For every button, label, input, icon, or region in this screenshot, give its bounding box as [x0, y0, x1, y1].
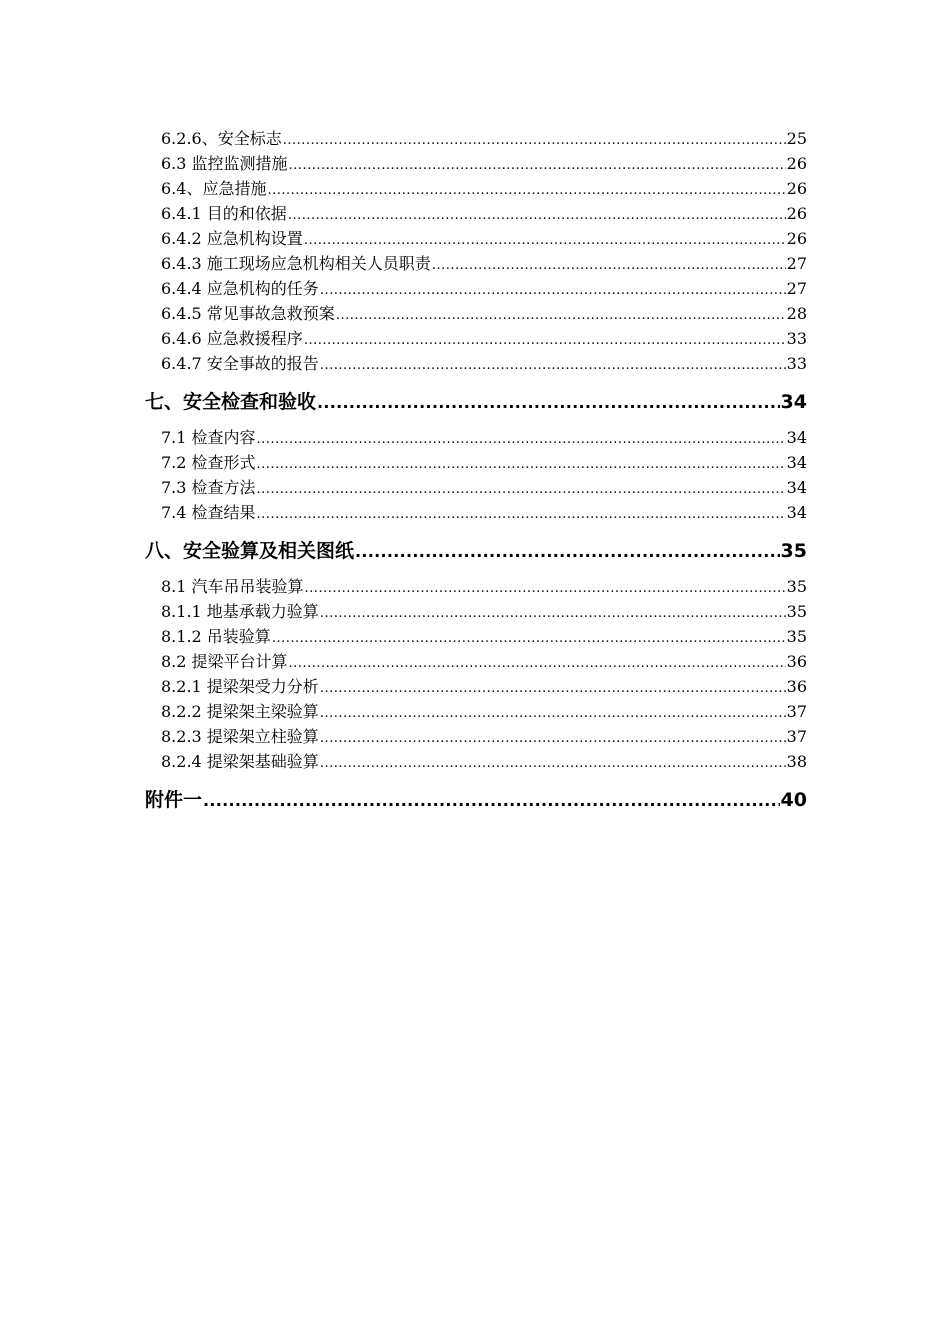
toc-entry-page: 36 [786, 652, 807, 671]
toc-entry[interactable] [145, 176, 807, 201]
dot-leader [288, 203, 786, 226]
dot-leader [267, 178, 785, 201]
toc-entry[interactable] [145, 276, 807, 301]
toc-entry-page: 27 [786, 279, 807, 298]
dot-leader [432, 253, 786, 276]
dot-leader [289, 153, 786, 176]
toc-entry-title: 8.1.2 吊装验算 [161, 627, 271, 646]
dot-leader [304, 228, 786, 251]
toc-entry-title: 6.4、应急措施 [161, 179, 267, 198]
toc-entry-title: 7.4 检查结果 [161, 503, 256, 522]
toc-entry-page: 38 [786, 752, 807, 771]
toc-entry-title: 6.4.3 施工现场应急机构相关人员职责 [161, 254, 431, 273]
toc-entry-title: 6.4.2 应急机构设置 [161, 229, 303, 248]
dot-leader [320, 701, 786, 724]
dot-leader [304, 328, 786, 351]
toc-entry-page: 26 [786, 229, 807, 248]
toc-entry-page: 37 [786, 702, 807, 721]
dot-leader [257, 502, 786, 525]
dot-leader [257, 452, 786, 475]
toc-entry[interactable] [145, 599, 807, 624]
toc-entry-page: 25 [786, 129, 807, 148]
toc-entry-title: 7.1 检查内容 [161, 428, 256, 447]
toc-entry[interactable] [145, 649, 807, 674]
toc-entry[interactable] [145, 500, 807, 525]
dot-leader [317, 389, 780, 416]
toc-entry[interactable] [145, 475, 807, 500]
toc-entry[interactable] [145, 425, 807, 450]
dot-leader [320, 601, 786, 624]
toc-entry-title: 8.2.3 提梁架立柱验算 [161, 727, 319, 746]
dot-leader [355, 538, 780, 565]
toc-entry-page: 26 [786, 204, 807, 223]
toc-entry-title: 6.2.6、安全标志 [161, 129, 282, 148]
toc-entry-page: 26 [786, 154, 807, 173]
dot-leader [203, 787, 780, 814]
toc-entry-title: 6.4.1 目的和依据 [161, 204, 287, 223]
toc-entry[interactable] [145, 674, 807, 699]
toc-entry[interactable] [145, 151, 807, 176]
toc-entry-title: 7.2 检查形式 [161, 453, 256, 472]
toc-entry-page: 34 [786, 453, 807, 472]
dot-leader [320, 278, 786, 301]
toc-entry-page: 36 [786, 677, 807, 696]
dot-leader [283, 128, 786, 151]
toc-entry[interactable] [145, 574, 807, 599]
toc-entry-page: 28 [786, 304, 807, 323]
toc-entry-page: 35 [786, 602, 807, 621]
toc-chapter-8[interactable] [145, 537, 807, 565]
toc-entry-title: 6.4.4 应急机构的任务 [161, 279, 319, 298]
toc-entry-page: 34 [786, 503, 807, 522]
toc-entry-title: 6.4.7 安全事故的报告 [161, 354, 319, 373]
dot-leader [305, 576, 786, 599]
toc-entry[interactable] [145, 251, 807, 276]
dot-leader [257, 427, 786, 450]
toc-chapter-page: 34 [780, 391, 807, 413]
toc-entry-title: 8.2.2 提梁架主梁验算 [161, 702, 319, 721]
toc-entry[interactable] [145, 749, 807, 774]
toc-chapter-title: 八、安全验算及相关图纸 [145, 540, 355, 562]
toc-entry-page: 34 [786, 428, 807, 447]
dot-leader [320, 726, 786, 749]
toc-chapter-page: 35 [780, 540, 807, 562]
table-of-contents [145, 126, 807, 823]
toc-entry-title: 8.2 提梁平台计算 [161, 652, 288, 671]
toc-entry-page: 35 [786, 627, 807, 646]
toc-entry[interactable] [145, 201, 807, 226]
toc-appendix[interactable] [145, 786, 807, 814]
toc-entry-title: 8.2.1 提梁架受力分析 [161, 677, 319, 696]
toc-entry-title: 7.3 检查方法 [161, 478, 256, 497]
toc-entry-title: 8.1 汽车吊吊装验算 [161, 577, 304, 596]
dot-leader [257, 477, 786, 500]
toc-entry-page: 26 [786, 179, 807, 198]
toc-chapter-page: 40 [780, 789, 807, 811]
dot-leader [272, 626, 786, 649]
toc-entry-page: 27 [786, 254, 807, 273]
toc-entry[interactable] [145, 126, 807, 151]
toc-chapter-title: 附件一 [145, 789, 203, 811]
dot-leader [289, 651, 786, 674]
toc-entry[interactable] [145, 624, 807, 649]
toc-entry-page: 35 [786, 577, 807, 596]
toc-entry[interactable] [145, 326, 807, 351]
dot-leader [320, 353, 786, 376]
dot-leader [336, 303, 786, 326]
toc-chapter-7[interactable] [145, 388, 807, 416]
toc-entry-page: 37 [786, 727, 807, 746]
toc-entry[interactable] [145, 699, 807, 724]
toc-entry[interactable] [145, 450, 807, 475]
toc-entry-title: 6.4.6 应急救援程序 [161, 329, 303, 348]
toc-entry-title: 6.4.5 常见事故急救预案 [161, 304, 335, 323]
toc-entry[interactable] [145, 301, 807, 326]
toc-entry-page: 34 [786, 478, 807, 497]
dot-leader [320, 751, 786, 774]
toc-entry[interactable] [145, 351, 807, 376]
toc-chapter-title: 七、安全检查和验收 [145, 391, 317, 413]
toc-entry-title: 8.1.1 地基承载力验算 [161, 602, 319, 621]
toc-entry-title: 6.3 监控监测措施 [161, 154, 288, 173]
toc-entry[interactable] [145, 724, 807, 749]
dot-leader [320, 676, 786, 699]
toc-entry-page: 33 [786, 354, 807, 373]
toc-entry-page: 33 [786, 329, 807, 348]
toc-entry[interactable] [145, 226, 807, 251]
toc-entry-title: 8.2.4 提梁架基础验算 [161, 752, 319, 771]
